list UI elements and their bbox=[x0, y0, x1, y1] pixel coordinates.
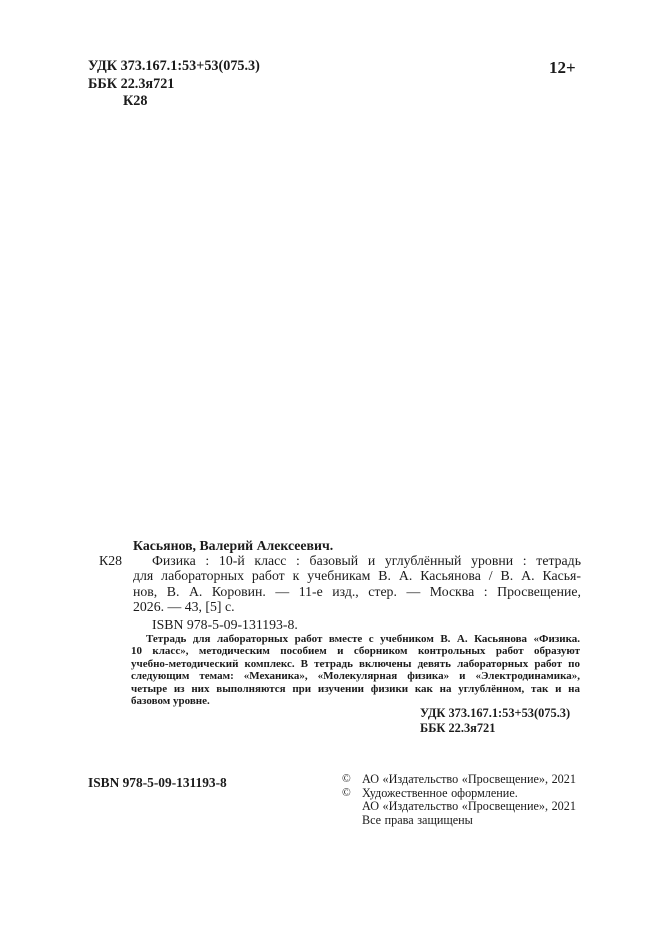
copyright-text: Художественное оформление. bbox=[362, 785, 518, 800]
isbn-footer: ISBN 978-5-09-131193-8 bbox=[88, 775, 227, 790]
copyright-symbol: © bbox=[342, 786, 351, 799]
udk-code: УДК 373.167.1:53+53(075.3) bbox=[88, 58, 260, 74]
classification-codes bbox=[88, 58, 260, 111]
biblio-line: для лабораторных работ к учебникам В. А. Касьянова / В. А. Касья- bbox=[133, 568, 581, 584]
copyright-line bbox=[342, 787, 576, 801]
copyright-line bbox=[342, 814, 576, 828]
copyright-text: АО «Издательство «Просвещение», 2021 bbox=[362, 772, 576, 786]
isbn-record: ISBN 978-5-09-131193-8. bbox=[152, 617, 298, 633]
copyright-text: АО «Издательство «Просвещение», 2021 bbox=[362, 799, 576, 814]
annotation-paragraph bbox=[131, 633, 580, 707]
biblio-line: 2026. — 43, [5] с. bbox=[133, 598, 235, 614]
copyright-line bbox=[342, 800, 576, 814]
biblio-line: Физика : 10-й класс : базовый и углублённый уровни : тетрадь bbox=[152, 553, 581, 569]
copyright-block bbox=[342, 773, 576, 827]
copyright-text: Все права защищены bbox=[362, 812, 473, 827]
age-rating-badge: 12+ bbox=[549, 58, 576, 77]
author-sign-code: К28 bbox=[123, 93, 148, 109]
bbk-code: ББК 22.3я721 bbox=[88, 75, 175, 92]
biblio-line: нов, В. А. Коровин. — 11-е изд., стер. — Москва : Просвещение, bbox=[133, 583, 581, 599]
annotation-line: 10 класс», методическим пособием и сборником контрольных работ образуют bbox=[131, 645, 580, 658]
bibliographic-record bbox=[99, 538, 581, 633]
author-name: Касьянов, Валерий Алексеевич. bbox=[133, 538, 334, 553]
bbk-code-bottom: ББК 22.3я721 bbox=[420, 720, 496, 735]
annotation-line: учебно-методический комплекс. В тетрадь включены девять лабораторных работ по bbox=[131, 657, 580, 670]
classification-codes-bottom bbox=[420, 706, 570, 735]
entry-author-sign-code: К28 bbox=[99, 553, 122, 568]
copyright-symbol bbox=[342, 800, 362, 814]
copyright-line bbox=[342, 773, 576, 787]
annotation-line: Тетрадь для лабораторных работ вместе с учебником В. А. Касьянова «Физика. bbox=[146, 633, 580, 645]
copyright-symbol: © bbox=[342, 773, 351, 785]
udk-code-bottom: УДК 373.167.1:53+53(075.3) bbox=[420, 706, 571, 720]
annotation-line: следующим темам: «Механика», «Молекулярная физика» и «Электродинамика», bbox=[131, 670, 580, 683]
copyright-symbol bbox=[342, 814, 362, 828]
annotation-line: четыре из них выполняются при изучении физики как на углублённом, так и на bbox=[131, 682, 580, 695]
annotation-line: базовом уровне. bbox=[131, 695, 210, 708]
